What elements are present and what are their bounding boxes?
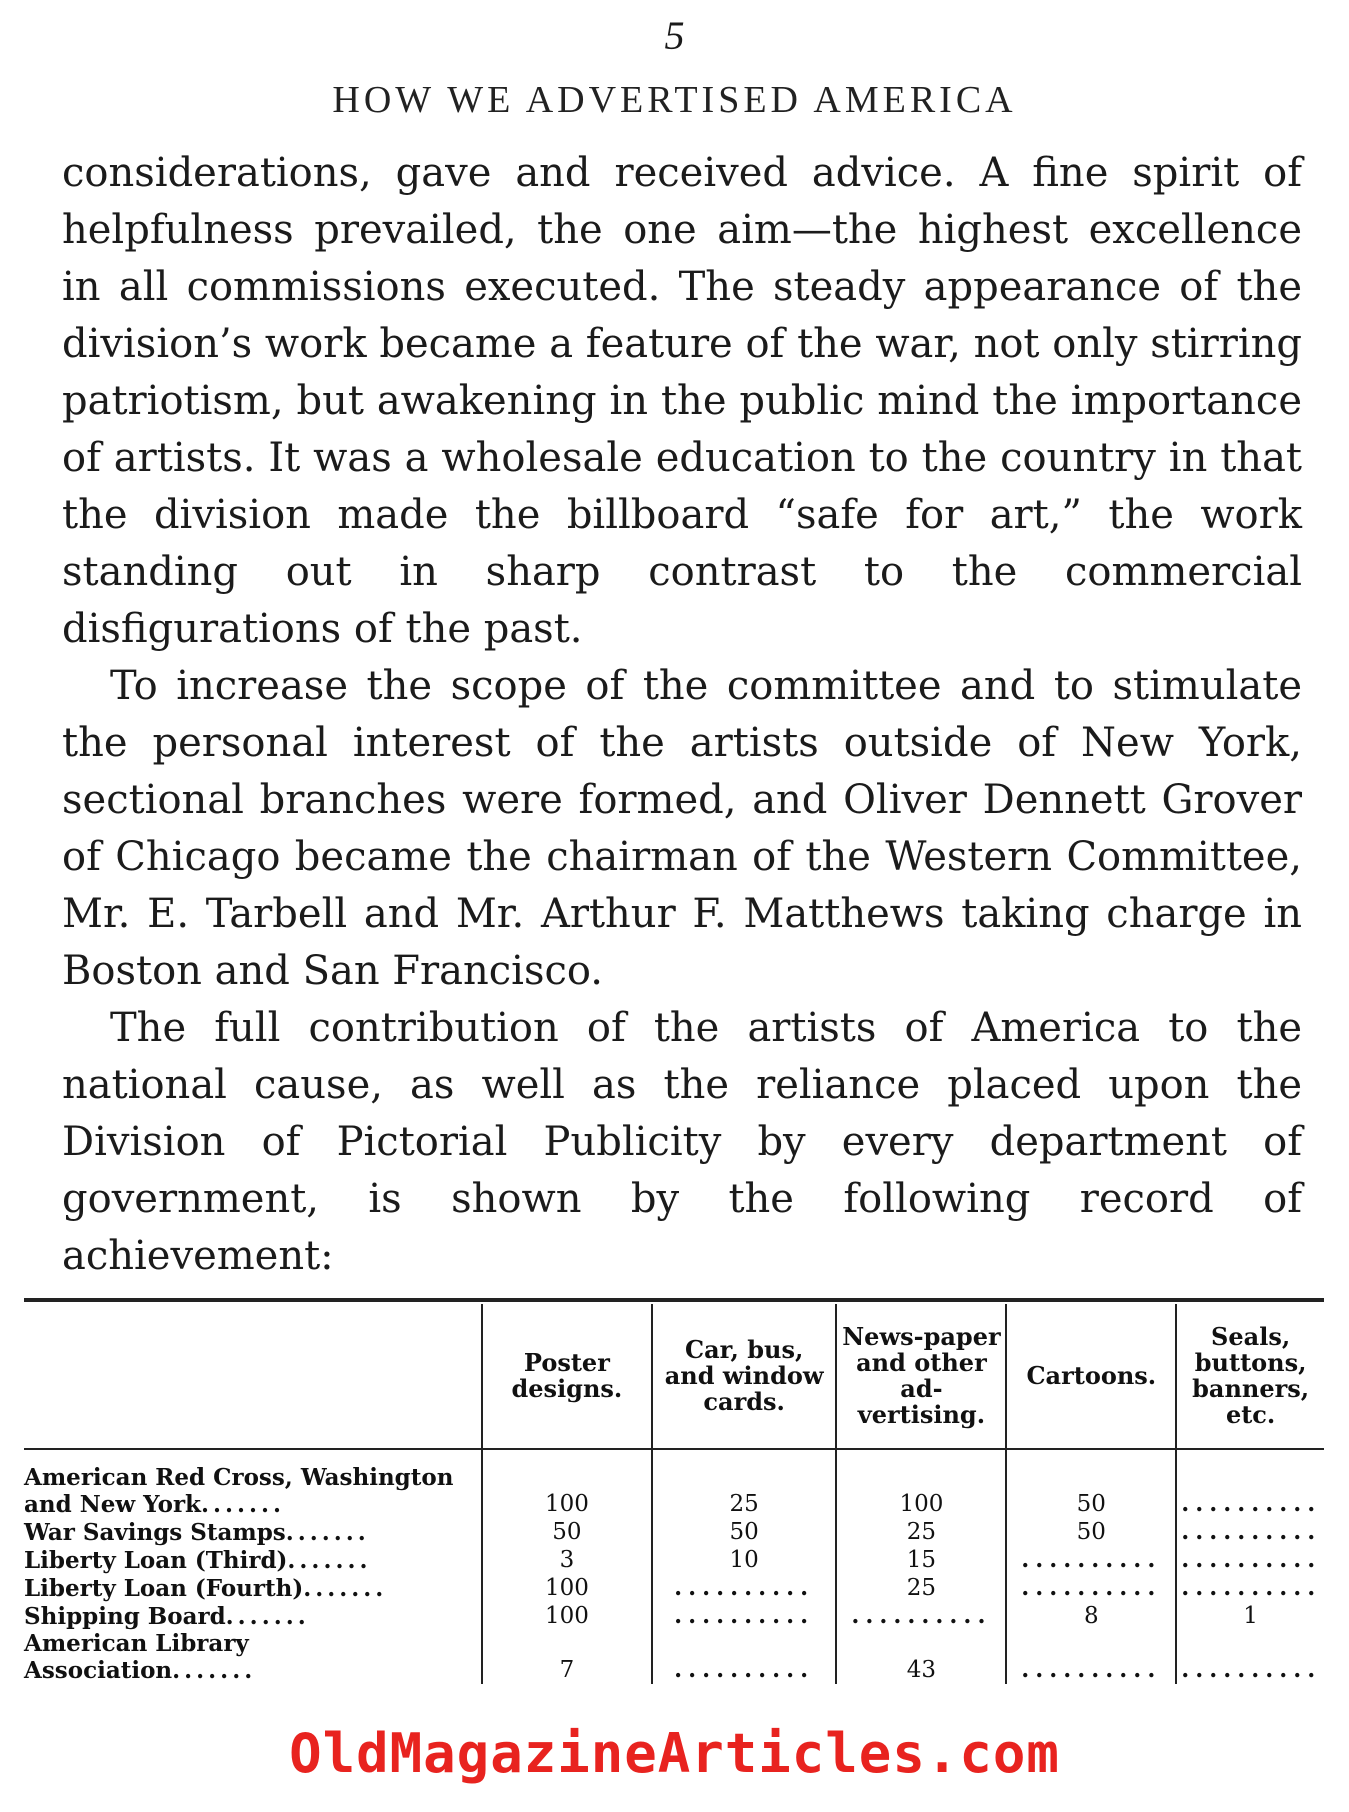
table-row (24, 1518, 1324, 1546)
table-cell: 100 (482, 1464, 652, 1518)
table-cell: .......... (1176, 1546, 1324, 1574)
running-head: HOW WE ADVERTISED AMERICA (332, 79, 1017, 121)
table-cell: .......... (1176, 1518, 1324, 1546)
table-cell: .......... (652, 1630, 837, 1684)
table-cell: 50 (482, 1518, 652, 1546)
table-cell: 43 (836, 1630, 1006, 1684)
table-cell: 3 (482, 1546, 652, 1574)
row-label: War Savings Stamps....... (24, 1519, 370, 1546)
table-cell: .......... (1006, 1574, 1176, 1602)
table-cell: .......... (1006, 1630, 1176, 1684)
row-label: Liberty Loan (Fourth)....... (24, 1575, 388, 1602)
table-cell: .......... (1006, 1546, 1176, 1574)
table-row (24, 1602, 1324, 1630)
table-row (24, 1546, 1324, 1574)
table-cell: 25 (836, 1518, 1006, 1546)
row-label: Liberty Loan (Third)....... (24, 1547, 372, 1574)
paragraph: To increase the scope of the committee and to stimulate the personal interest of the artists outside of New York, sectional branches were formed, and Oliver Dennett Grover of Chicago became the chairman of the Western Committee, Mr. E. Tarbell and Mr. Arthur F. Matthews taking charge in Boston and San Francisco. (62, 663, 1302, 994)
table-cell: 7 (482, 1630, 652, 1684)
table-cell: 50 (1006, 1518, 1176, 1546)
paragraph: The full contribution of the artists of America to the national cause, as well as the reliance placed upon the Division of Pictorial Publicity by every department of government, is shown by the following record of achievement: (62, 1005, 1302, 1279)
table-cell: 8 (1006, 1602, 1176, 1630)
table-cell: .......... (652, 1602, 837, 1630)
table-body (24, 1449, 1324, 1684)
table-cell: 25 (836, 1574, 1006, 1602)
stub-header (24, 1304, 482, 1449)
table-cell: 1 (1176, 1602, 1324, 1630)
achievement-table (24, 1298, 1324, 1684)
column-header: Seals, buttons, banners, etc. (1176, 1304, 1324, 1449)
page-number: 5 (664, 13, 685, 58)
table-header-row (24, 1304, 1324, 1449)
table-cell: .......... (1176, 1464, 1324, 1518)
table-row (24, 1574, 1324, 1602)
column-header: News-paper and other ad-vertising. (836, 1304, 1006, 1449)
table-cell: 15 (836, 1546, 1006, 1574)
paragraph: considerations, gave and received advice. A fine spirit of helpfulness prevailed, the one aim—the highest excellence in all commissions executed. The steady appearance of the division’s work became a feature of the war, not only stirring patriotism, but awakening in the public mind the importance of artists. It was a wholesale education to the country in that the division made the billboard “safe for art,” the work standing out in sharp contrast to the commercial disfigurations of the past. (62, 150, 1302, 652)
table-cell: 100 (482, 1574, 652, 1602)
table-cell: .......... (1176, 1630, 1324, 1684)
row-label: American Red Cross, Washington and New York....... (24, 1464, 454, 1518)
row-label: Shipping Board....... (24, 1603, 310, 1630)
table-cell: .......... (1176, 1574, 1324, 1602)
table-cell: .......... (836, 1602, 1006, 1630)
column-header: Car, bus, and window cards. (652, 1304, 837, 1449)
table-cell: 50 (1006, 1464, 1176, 1518)
table-row (24, 1630, 1324, 1684)
table-cell: 100 (836, 1464, 1006, 1518)
table-top-rule (24, 1298, 1324, 1302)
table-cell: 25 (652, 1464, 837, 1518)
column-header: Cartoons. (1006, 1304, 1176, 1449)
table-cell: 50 (652, 1518, 837, 1546)
table-cell: .......... (652, 1574, 837, 1602)
record-table (24, 1304, 1324, 1684)
column-header: Poster designs. (482, 1304, 652, 1449)
article-body (62, 145, 1302, 1285)
table-row (24, 1464, 1324, 1518)
table-cell: 10 (652, 1546, 837, 1574)
site-watermark: OldMagazineArticles.com (289, 1722, 1060, 1785)
row-label: American Library Association....... (24, 1630, 257, 1684)
table-cell: 100 (482, 1602, 652, 1630)
